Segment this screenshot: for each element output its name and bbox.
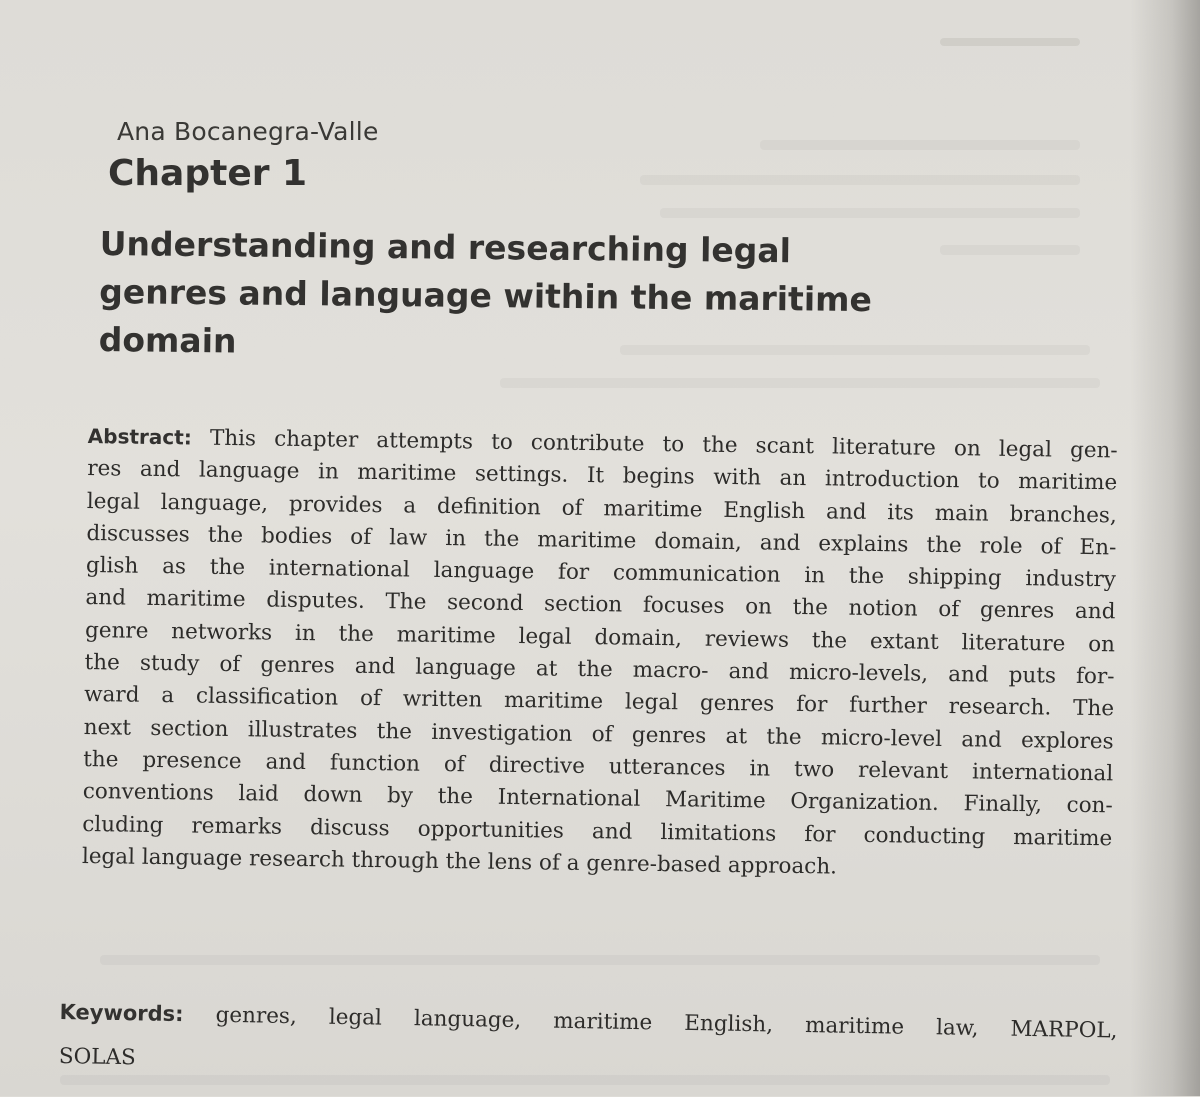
abstract-line: the presence and function of directive utterances in two relevant international <box>83 746 1114 787</box>
abstract-line: legal language, provides a definition of maritime English and its main branches, <box>86 488 1117 528</box>
abstract-line: the study of genres and language at the macro- and micro-levels, and puts for- <box>84 650 1115 690</box>
abstract-line: next section illustrates the investigation of genres at the micro-level and explores <box>83 714 1114 755</box>
author-name: Ana Bocanegra-Valle <box>117 117 379 146</box>
bleed-line <box>500 378 1100 388</box>
chapter-title-line: genres and language within the maritime <box>99 271 873 320</box>
abstract-line: and maritime disputes. The second section focuses on the notion of genres and <box>85 585 1116 625</box>
chapter-title-line: Understanding and researching legal <box>99 223 792 271</box>
chapter-title <box>98 220 1059 374</box>
keywords-label: Keywords: <box>59 999 184 1027</box>
abstract-paragraph <box>82 420 1118 887</box>
bleed-line <box>640 175 1080 185</box>
bleed-line <box>100 955 1100 965</box>
abstract-label: Abstract: <box>87 423 192 450</box>
abstract-line-text: This chapter attempts to contribute to the scant literature on legal gen- <box>209 425 1118 464</box>
abstract-line: legal language research through the lens of a genre-based approach. <box>81 843 838 880</box>
keywords-line: SOLAS <box>58 1043 136 1071</box>
keywords-section <box>58 990 1117 1097</box>
abstract-line: res and language in maritime settings. It begins with an introduction to maritime <box>87 456 1118 496</box>
abstract-line: genre networks in the maritime legal domain, reviews the extant literature on <box>84 617 1116 658</box>
bleed-line <box>660 208 1080 218</box>
abstract-line: cluding remarks discuss opportunities and limitations for conducting maritime <box>82 811 1113 851</box>
bleed-page-header <box>940 38 1080 46</box>
chapter-title-line: domain <box>98 319 237 361</box>
abstract-line: glish as the international language for communication in the shipping industry <box>85 553 1117 593</box>
abstract-line: discusses the bodies of law in the maritime domain, and explains the role of En- <box>86 520 1117 561</box>
bleed-line <box>760 140 1080 150</box>
keywords-text: genres, legal language, maritime English, maritime law, MARPOL, <box>215 1002 1118 1044</box>
chapter-label: Chapter 1 <box>108 153 308 194</box>
abstract-line: ward a classification of written maritime legal genres for further research. The <box>83 682 1115 722</box>
abstract-line: conventions laid down by the International Maritime Organization. Finally, con- <box>82 779 1113 819</box>
page-edge-shadow <box>1130 0 1200 1096</box>
